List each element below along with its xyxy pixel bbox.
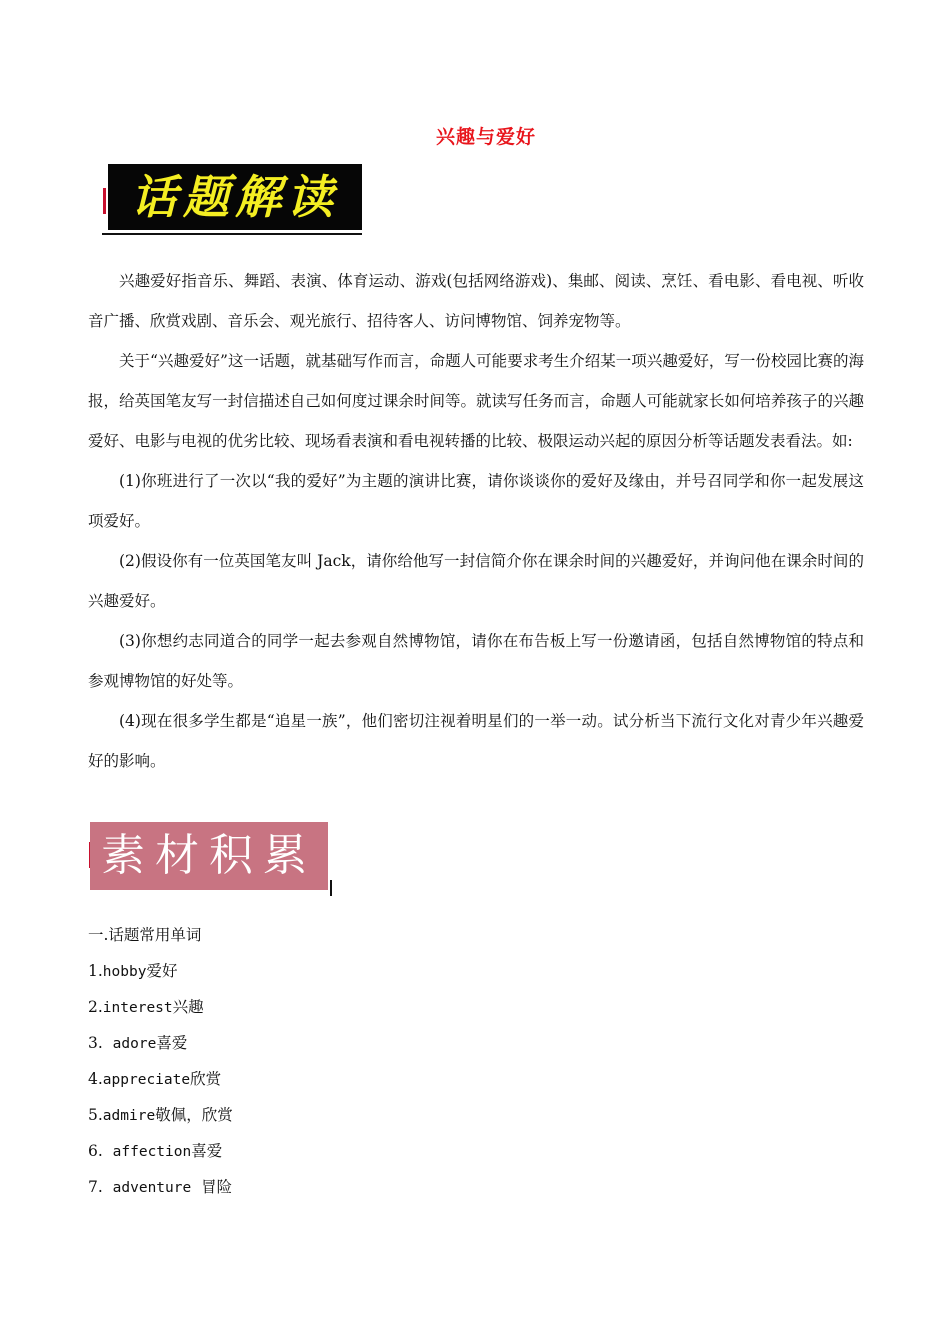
vocab-number: 5. xyxy=(88,1106,103,1124)
list-item xyxy=(88,956,588,992)
vocab-list xyxy=(88,920,588,1208)
paragraph: (3)你想约志同道合的同学一起去参观自然博物馆，请你在布告板上写一份邀请函，包括自然博物馆的特点和参观博物馆的好处等。 xyxy=(88,632,864,690)
vocab-chinese: 欣赏 xyxy=(190,1070,222,1088)
material-banner-text: 素材积累 xyxy=(101,830,317,881)
vocab-english: affection xyxy=(112,1144,192,1160)
paragraph: 兴趣爱好指音乐、舞蹈、表演、体育运动、游戏(包括网络游戏)、集邮、阅读、烹饪、看电影、看电视、听收音广播、欣赏戏剧、音乐会、观光旅行、招待客人、访问博物馆、饲养宠物等。 xyxy=(88,272,864,330)
vocab-chinese: 爱好 xyxy=(146,962,178,980)
vocab-english: interest xyxy=(102,1000,173,1016)
vocab-chinese: 兴趣 xyxy=(172,998,204,1016)
vocab-english: admire xyxy=(102,1108,156,1124)
vocab-number: 7. xyxy=(88,1178,113,1196)
vocab-english: hobby xyxy=(102,964,147,980)
vocab-chinese: 冒险 xyxy=(191,1178,233,1196)
topic-banner xyxy=(102,164,362,234)
list-item xyxy=(88,1100,588,1136)
list-item xyxy=(88,1172,588,1208)
vocab-english: adore xyxy=(112,1036,157,1052)
vocab-number: 4. xyxy=(88,1070,103,1088)
list-item xyxy=(88,1064,588,1100)
list-item xyxy=(88,1028,588,1064)
list-item xyxy=(88,1136,588,1172)
topic-banner-underline xyxy=(102,233,362,235)
material-banner-box xyxy=(90,822,328,890)
paragraph: (1)你班进行了一次以“我的爱好”为主题的演讲比赛，请你谈谈你的爱好及缘由，并号召同学和你一起发展这项爱好。 xyxy=(88,472,864,530)
material-banner-edge xyxy=(330,880,332,896)
paragraph: 关于“兴趣爱好”这一话题，就基础写作而言，命题人可能要求考生介绍某一项兴趣爱好，写一份校园比赛的海报，给英国笔友写一封信描述自己如何度过课余时间等。就读写任务而言，命题人可能就家长如何培养孩子的兴趣爱好、电影与电视的优劣比较、现场看表演和看电视转播的比较、极限运动兴起的原因分析等话题发表看法。如: xyxy=(88,352,864,450)
topic-description xyxy=(88,261,864,781)
vocab-number: 3. xyxy=(88,1034,113,1052)
vocab-chinese: 喜爱 xyxy=(156,1034,188,1052)
vocab-chinese: 喜爱 xyxy=(191,1142,223,1160)
vocab-number: 1. xyxy=(88,962,103,980)
topic-banner-text: 话题解读 xyxy=(131,170,339,224)
paragraph: (2)假设你有一位英国笔友叫 Jack，请你给他写一封信简介你在课余时间的兴趣爱好，并询问他在课余时间的兴趣爱好。 xyxy=(88,552,864,610)
vocab-english: adventure xyxy=(112,1180,192,1196)
paragraph: (4)现在很多学生都是“追星一族”，他们密切注视着明星们的一举一动。试分析当下流行文化对青少年兴趣爱好的影响。 xyxy=(88,712,864,770)
vocab-english: appreciate xyxy=(102,1072,191,1088)
vocab-number: 2. xyxy=(88,998,103,1016)
topic-banner-box xyxy=(108,164,362,230)
vocab-chinese: 敬佩，欣赏 xyxy=(155,1106,233,1124)
material-banner xyxy=(88,820,332,896)
page-title: 兴趣与爱好 xyxy=(435,126,536,148)
vocab-heading: 一.话题常用单词 xyxy=(88,926,202,944)
list-item xyxy=(88,992,588,1028)
vocab-number: 6. xyxy=(88,1142,113,1160)
